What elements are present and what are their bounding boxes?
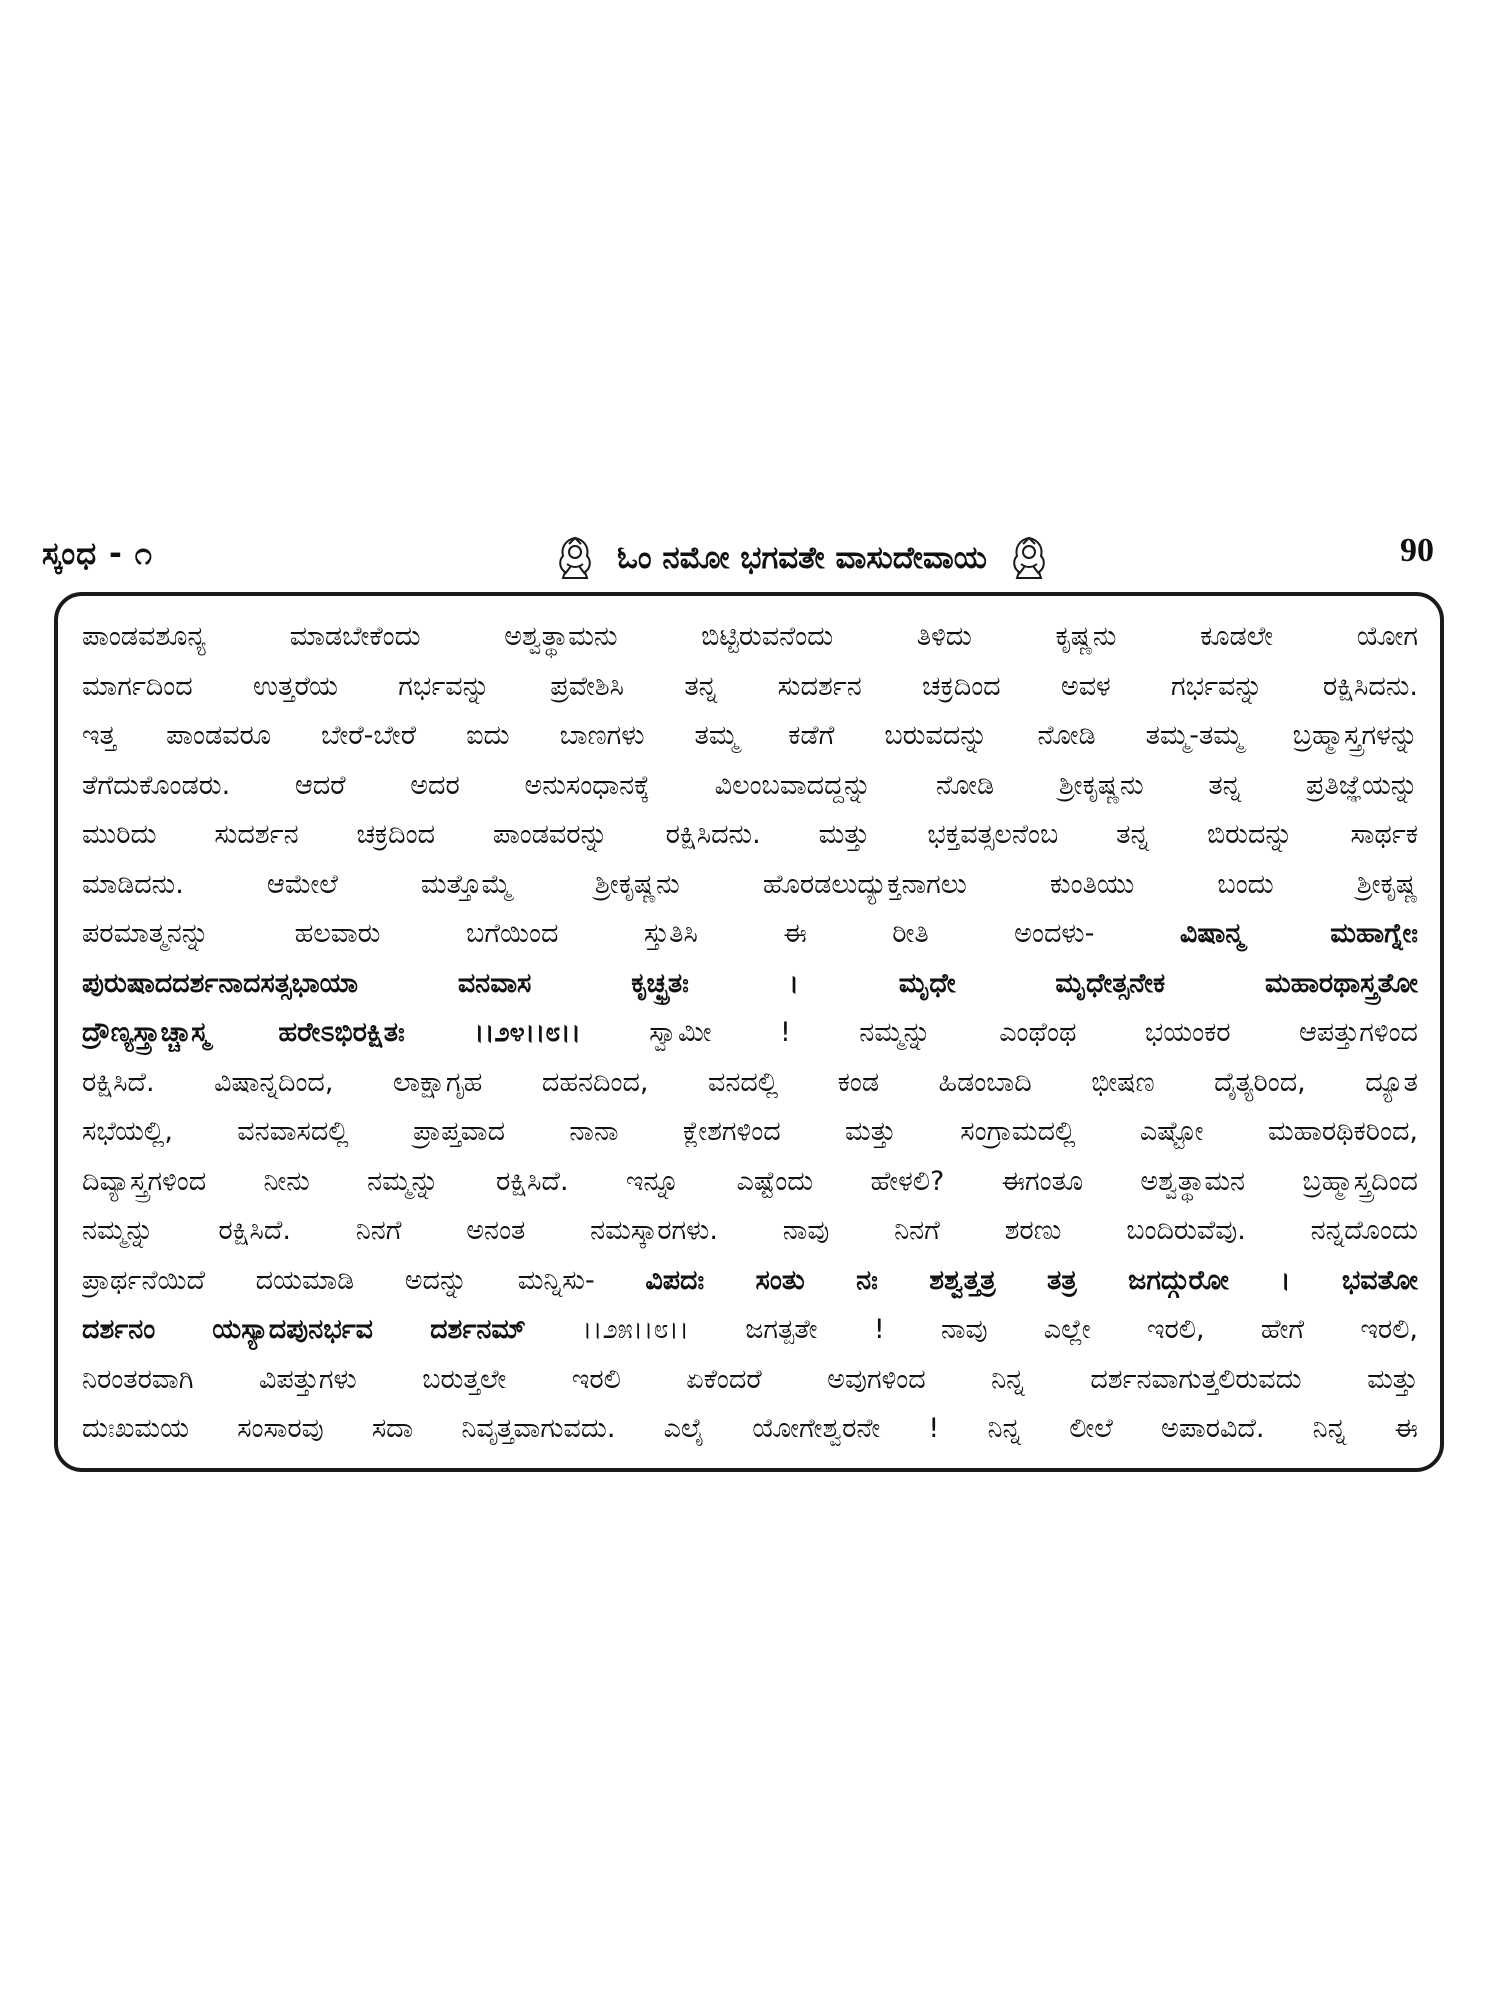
line-text: ।।೨೫।।೮।। ಜಗತ್ಪತೇ ! ನಾವು ಎಲ್ಲೇ ಇರಲಿ, ಹೇಗೆ ಇರಲಿ, — [525, 1314, 1418, 1345]
running-header — [42, 530, 1452, 586]
line-text: ಸ್ವಾಮೀ ! ನಮ್ಮನ್ನು ಎಂಥೆಂಥ ಭಯಂಕರ ಆಪತ್ತುಗಳಿಂದ — [580, 1017, 1418, 1048]
verse-text: ದ್ರೌಣ್ಯಸ್ತ್ರಾಚ್ಚಾಸ್ಮ ಹರೇಽಭಿರಕ್ಷಿತಃ ।।೨೪।।೮।। — [82, 1017, 581, 1048]
text-line — [82, 810, 1418, 860]
page-number: 90 — [1400, 532, 1434, 569]
text-line — [82, 1008, 1418, 1058]
verse-text: ದರ್ಶನಂ ಯಸ್ಯಾದಪುನರ್ಭವ ದರ್ಶನಮ್ — [82, 1314, 526, 1345]
line-text: ಮಾರ್ಗದಿಂದ ಉತ್ತರೆಯ ಗರ್ಭವನ್ನು ಪ್ರವೇಶಿಸಿ ತನ್ನ ಸುದರ್ಶನ ಚಕ್ರದಿಂದ ಅವಳ ಗರ್ಭವನ್ನು ರಕ್ಷಿಸಿದನು. — [82, 670, 1418, 702]
text-line — [82, 662, 1418, 712]
header-mantra: ಓಂ ನಮೋ ಭಗವತೇ ವಾಸುದೇವಾಯ — [617, 539, 987, 576]
line-text: ಇತ್ತ ಪಾಂಡವರೂ ಬೇರೆ-ಬೇರೆ ಐದು ಬಾಣಗಳು ತಮ್ಮ ಕಡೆಗೆ ಬರುವದನ್ನು ನೋಡಿ ತಮ್ಮ-ತಮ್ಮ ಬ್ರಹ್ಮಾಸ್ತ್ರಗಳನ್ನು — [82, 720, 1418, 751]
line-text: ದುಃಖಮಯ ಸಂಸಾರವು ಸದಾ ನಿವೃತ್ತವಾಗುವದು. ಎಲೈ ಯೋಗೇಶ್ವರನೇ ! ನಿನ್ನ ಲೀಲೆ ಅಪಾರವಿದೆ. ನಿನ್ನ ಈ — [82, 1413, 1418, 1444]
text-line — [82, 761, 1418, 811]
line-text: ತೆಗೆದುಕೊಂಡರು. ಆದರೆ ಅದರ ಅನುಸಂಧಾನಕ್ಕೆ ವಿಲಂಬವಾದದ್ದನ್ನು ನೋಡಿ ಶ್ರೀಕೃಷ್ಣನು ತನ್ನ ಪ್ರತಿಜ್ಞೆಯನ್ನು — [82, 769, 1418, 801]
line-text: ದಿವ್ಯಾಸ್ತ್ರಗಳಿಂದ ನೀನು ನಮ್ಮನ್ನು ರಕ್ಷಿಸಿದೆ. ಇನ್ನೂ ಎಷ್ಟೆಂದು ಹೇಳಲಿ? ಈಗಂತೂ ಅಶ್ವತ್ಥಾಮನ ಬ್ರಹ್ಮಾಸ್ತ್ರದಿಂದ — [82, 1165, 1418, 1197]
text-line — [82, 1256, 1418, 1306]
text-line — [82, 1355, 1418, 1405]
line-text: ಮಾಡಿದನು. ಆಮೇಲೆ ಮತ್ತೊಮ್ಮೆ ಶ್ರೀಕೃಷ್ಣನು ಹೊರಡಲುದ್ಯುಕ್ತನಾಗಲು ಕುಂತಿಯು ಬಂದು ಶ್ರೀಕೃಷ್ಣ — [82, 868, 1418, 900]
text-line — [82, 711, 1418, 761]
text-line — [82, 1157, 1418, 1207]
deity-emblem-icon — [551, 534, 599, 582]
text-line — [82, 959, 1418, 1009]
text-line — [82, 612, 1418, 662]
text-line — [82, 1107, 1418, 1157]
body-text-box — [54, 592, 1444, 1472]
line-text: ನಮ್ಮನ್ನು ರಕ್ಷಿಸಿದೆ. ನಿನಗೆ ಅನಂತ ನಮಸ್ಕಾರಗಳು. ನಾವು ನಿನಗೆ ಶರಣು ಬಂದಿರುವೆವು. ನನ್ನದೊಂದು — [82, 1215, 1418, 1246]
text-line — [82, 1206, 1418, 1256]
line-text: ಪಾಂಡವಶೂನ್ಯ ಮಾಡಬೇಕೆಂದು ಅಶ್ವತ್ಥಾಮನು ಬಿಟ್ಟಿರುವನೆಂದು ತಿಳಿದು ಕೃಷ್ಣನು ಕೂಡಲೇ ಯೋಗ — [82, 621, 1418, 652]
text-line — [82, 860, 1418, 910]
text-line — [82, 1305, 1418, 1355]
deity-emblem-icon — [1005, 534, 1053, 582]
line-text: ಮುರಿದು ಸುದರ್ಶನ ಚಕ್ರದಿಂದ ಪಾಂಡವರನ್ನು ರಕ್ಷಿಸಿದನು. ಮತ್ತು ಭಕ್ತವತ್ಸಲನೆಂಬ ತನ್ನ ಬಿರುದನ್ನು ಸಾರ್ಥಕ — [82, 819, 1418, 850]
section-label: ಸ್ಕಂಧ - ೧ — [42, 536, 153, 572]
verse-text: ವಿಪದಃ ಸಂತು ನಃ ಶಶ್ವತ್ತತ್ರ ತತ್ರ ಜಗದ್ಗುರೋ । ಭವತೋ — [645, 1264, 1418, 1296]
text-line — [82, 1058, 1418, 1108]
verse-text: ವಿಷಾನ್ಮ ಮಹಾಗ್ನೇಃ — [1179, 918, 1418, 949]
line-text: ಸಭೆಯಲ್ಲಿ, ವನವಾಸದಲ್ಲಿ ಪ್ರಾಪ್ತವಾದ ನಾನಾ ಕ್ಲೇಶಗಳಿಂದ ಮತ್ತು ಸಂಗ್ರಾಮದಲ್ಲಿ ಎಷ್ಟೋ ಮಹಾರಥಿಕರಿಂದ, — [82, 1116, 1418, 1147]
header-center — [422, 530, 1182, 586]
text-line — [82, 909, 1418, 959]
line-text: ರಕ್ಷಿಸಿದೆ. ವಿಷಾನ್ನದಿಂದ, ಲಾಕ್ಷಾಗೃಹ ದಹನದಿಂದ, ವನದಲ್ಲಿ ಕಂಡ ಹಿಡಂಬಾದಿ ಭೀಷಣ ದೈತ್ಯರಿಂದ, ದ್ಯೂತ — [82, 1066, 1418, 1098]
line-text: ಪ್ರಾರ್ಥನೆಯಿದೆ ದಯಮಾಡಿ ಅದನ್ನು ಮನ್ನಿಸು- — [82, 1264, 646, 1296]
verse-text: ಪುರುಷಾದದರ್ಶನಾದಸತ್ಸಭಾಯಾ ವನವಾಸ ಕೃಚ್ಛ್ರತಃ । ಮೃಧೇ ಮೃಧೇತ್ಸನೇಕ ಮಹಾರಥಾಸ್ತ್ರತೋ — [82, 967, 1418, 999]
text-line — [82, 1404, 1418, 1454]
line-text: ನಿರಂತರವಾಗಿ ವಿಪತ್ತುಗಳು ಬರುತ್ತಲೇ ಇರಲಿ ಏಕೆಂದರೆ ಅವುಗಳಿಂದ ನಿನ್ನ ದರ್ಶನವಾಗುತ್ತಲಿರುವದು ಮತ್ತು — [82, 1363, 1418, 1395]
line-text: ಪರಮಾತ್ಮನನ್ನು ಹಲವಾರು ಬಗೆಯಿಂದ ಸ್ತುತಿಸಿ ಈ ರೀತಿ ಅಂದಳು- — [82, 918, 1180, 949]
